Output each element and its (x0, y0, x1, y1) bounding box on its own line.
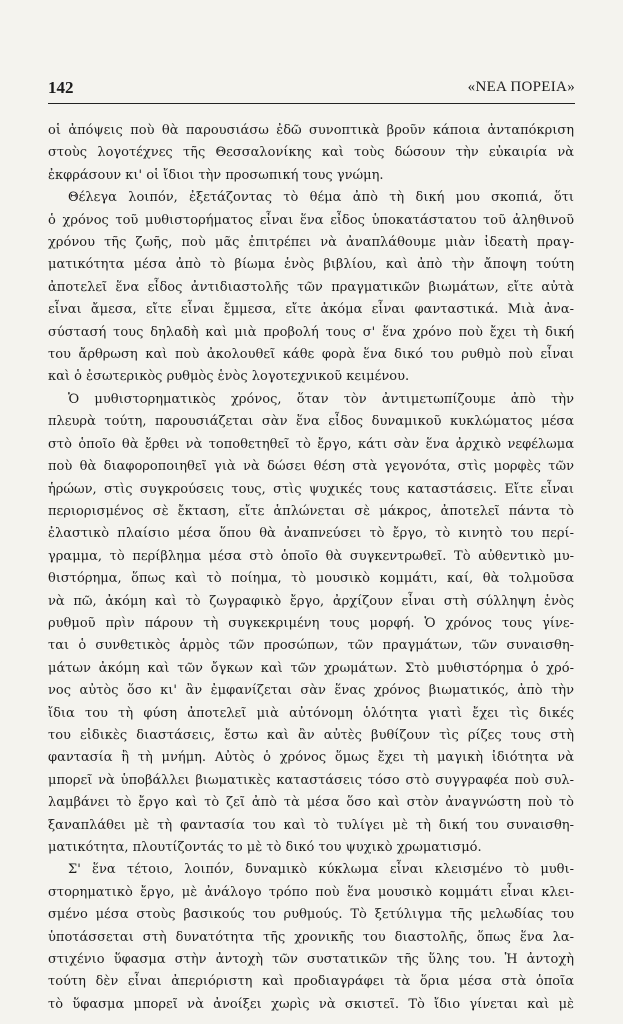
text-line: στορηματικὸ ἔργο, μὲ ἀνάλογο τρόπο ποὺ ἕνα μουσικὸ κομμάτι εἶναι κλει- (48, 884, 574, 900)
text-line: ἐλαστικὸ πλαίσιο μέσα ὅπου θὰ ἀναπνεύσει τὸ ἔργο, τὸ κινητὸ του περί- (48, 526, 574, 542)
page-number: 142 (48, 78, 74, 97)
text-line: εἶναι ἄμεσα, εἴτε εἶναι ἔμμεσα, εἴτε ἀκόμα εἶναι φανταστικά. Μιὰ ἀνα- (48, 302, 574, 318)
journal-title: «ΝΕΑ ΠΟΡΕΙΑ» (467, 79, 575, 95)
text-line: φαντασία ἢ τὴ μνήμη. Αὐτὸς ὁ χρόνος ὅμως ἔχει τὴ μαγικὴ ἰδιότητα νὰ (48, 750, 574, 766)
text-line: ἴδια του τὴ φύση ἀποτελεῖ μιὰ αὐτόνομη ὁλότητα γιατὶ ἔχει τὶς δικές (48, 705, 574, 721)
text-line: οἱ ἀπόψεις ποὺ θὰ παρουσιάσω ἐδῶ συνοπτικὰ βροῦν κάποια ἀνταπόκριση (48, 123, 574, 138)
text-line: ται ὁ συνθετικὸς ἁρμὸς τῶν προσώπων, τῶν πραγμάτων, τῶν συναισθη- (48, 638, 574, 654)
text-line: τούτη δὲν εἶναι ἀπεριόριστη καὶ προδιαγράφει τὰ ὅρια μέσα στὰ ὁποῖα (48, 974, 574, 990)
text-line: σύστασή τους δηλαδὴ καὶ μιὰ προβολή τους σ' ἕνα χρόνο ποὺ ἔχει τὴ δική (48, 324, 574, 340)
text-line: ματικότητα, πλουτίζοντάς το μὲ τὸ δικό του ψυχικὸ χρωματισμό. (48, 840, 482, 855)
text-line: Σ' ἕνα τέτοιο, λοιπόν, δυναμικὸ κύκλωμα εἶναι κλεισμένο τὸ μυθι- (68, 862, 574, 878)
text-line: του ἄρθρωση καὶ ποὺ ἀκολουθεῖ κάθε φορὰ ἕνα δικό του ρυθμὸ ποὺ εἶναι (48, 347, 574, 363)
text-line: νος αὐτὸς ὅσο κι' ἂν ἐμφανίζεται σὰν ἕνας χρόνος βιωματικός, ἀπὸ τὴν (48, 683, 574, 699)
text-line: περιορισμένος σὲ ἔκταση, εἴτε ἁπλώνεται σὲ μάκρος, ἀποτελεῖ πάντα τὸ (48, 503, 574, 519)
text-line: καὶ ὁ ἐσωτερικὸς ρυθμὸς ἑνὸς λογοτεχνικοῦ κειμένου. (48, 369, 410, 385)
body-text (48, 120, 574, 1016)
text-line: σμένο μέσα στοὺς βασικούς του ρυθμούς. Τὸ ξετύλιγμα τῆς μελωδίας του (48, 907, 574, 923)
text-line: στὸ ὁποῖο θὰ ἔρθει νὰ τοποθετηθεῖ τὸ ἔργο, κάτι σὰν ἕνα ἀρχικὸ νεφέλωμα (48, 436, 574, 452)
text-line: μάτων ἀκόμη καὶ τῶν ὄγκων καὶ τῶν χρωμάτων. Στὸ μυθιστόρημα ὁ χρό- (48, 660, 574, 676)
text-line: γραμμα, τὸ περίβλημα μέσα στὸ ὁποῖο θὰ συγκεντρωθεῖ. Τὸ αὐθεντικὸ μυ- (48, 548, 574, 564)
text-line: ἡρώων, στὶς συγκρούσεις τους, στὶς ψυχικές τους καταστάσεις. Εἴτε εἶναι (48, 481, 574, 497)
text-line: ξαναπλάθει μὲ τὴ φαντασία του καὶ τὸ τυλίγει μὲ τὴ δική του συναισθη- (48, 817, 574, 833)
text-line: στιχένιο ὕφασμα στὴν ἀντοχὴ τῶν συστατικῶν τῆς ὕλης του. Ἡ ἀντοχὴ (48, 952, 574, 968)
text-line: του εἰδικὲς διαστάσεις, ἔστω καὶ ἂν αὐτὲς βυθίζουν τὶς ρίζες τους στὴ (48, 727, 574, 743)
text-line: ὁ χρόνος τοῦ μυθιστορήματος εἶναι ἕνα εἶδος ὑποκατάστατου τοῦ ἀληθινοῦ (48, 212, 574, 228)
text-line: μπορεῖ νὰ ὑποβάλλει βιωματικὲς καταστάσεις τόσο στὸ συγγραφέα ποὺ συλ- (48, 772, 574, 788)
text-line: ὑποτάσσεται στὴ δυνατότητα τῆς χρονικῆς του διαστολῆς, ὅπως ἕνα λα- (48, 929, 574, 945)
text-line: ματικότητα μέσα ἀπὸ τὸ βίωμα ἑνὸς βιβλίου, καὶ ἀπὸ τὴν ἄποψη τούτη (48, 257, 574, 273)
text-line: τὸ ὕφασμα μπορεῖ νὰ ἀνοίξει χωρὶς νὰ σκιστεῖ. Τὸ ἴδιο γίνεται καὶ μὲ (48, 996, 574, 1012)
text-line: ποὺ θὰ διαφοροποιηθεῖ γιὰ νὰ δώσει θέση στὰ γεγονότα, στὶς μορφὲς τῶν (48, 459, 574, 475)
text-line: λαμβάνει τὸ ἔργο καὶ τὸ ζεῖ ἀπὸ τὰ μέσα ὅσο καὶ στὸν ἀναγνώστη ποὺ τὸ (48, 795, 574, 811)
text-line: ρυθμοῦ πρὶν πάρουν τὴ συγκεκριμένη τους μορφή. Ὁ χρόνος τους γίνε- (48, 615, 574, 631)
header-rule (48, 103, 575, 104)
text-line: Ὁ μυθιστορηματικὸς χρόνος, ὅταν τὸν ἀντιμετωπίζουμε ἀπὸ τὴν (68, 391, 574, 407)
text-line: ἐκφράσουν κι' οἱ ἴδιοι τὴν προσωπική τους γνώμη. (48, 167, 384, 183)
running-head (48, 78, 575, 100)
text-line: Θέλεγα λοιπόν, ἐξετάζοντας τὸ θέμα ἀπὸ τὴ δική μου σκοπιά, ὅτι (68, 190, 574, 206)
text-line: χρόνου τῆς ζωῆς, ποὺ μᾶς ἐπιτρέπει νὰ ἀναπλάθουμε μιὰν ἰδεατὴ πραγ- (48, 235, 574, 251)
text-line: στοὺς λογοτέχνες τῆς Θεσσαλονίκης καὶ τοὺς δώσουν τὴν εὐκαιρία νὰ (48, 145, 574, 161)
text-line: ἀποτελεῖ ἕνα εἶδος ἀντιδιαστολῆς τῶν πραγματικῶν βιωμάτων, εἴτε αὐτὰ (48, 279, 574, 295)
text-line: νὰ πῶ, ἀκόμη καὶ τὸ ζωγραφικὸ ἔργο, ἀρχίζουν εἶναι στὴ σύλληψη ἑνὸς (48, 593, 574, 609)
text-line: πλευρὰ τούτη, παρουσιάζεται σὰν ἕνα εἶδος δυναμικοῦ κυκλώματος μέσα (48, 414, 574, 430)
text-line: θιστόρημα, ὅπως καὶ τὸ ποίημα, τὸ μουσικὸ κομμάτι, καί, θὰ τολμοῦσα (48, 571, 574, 587)
